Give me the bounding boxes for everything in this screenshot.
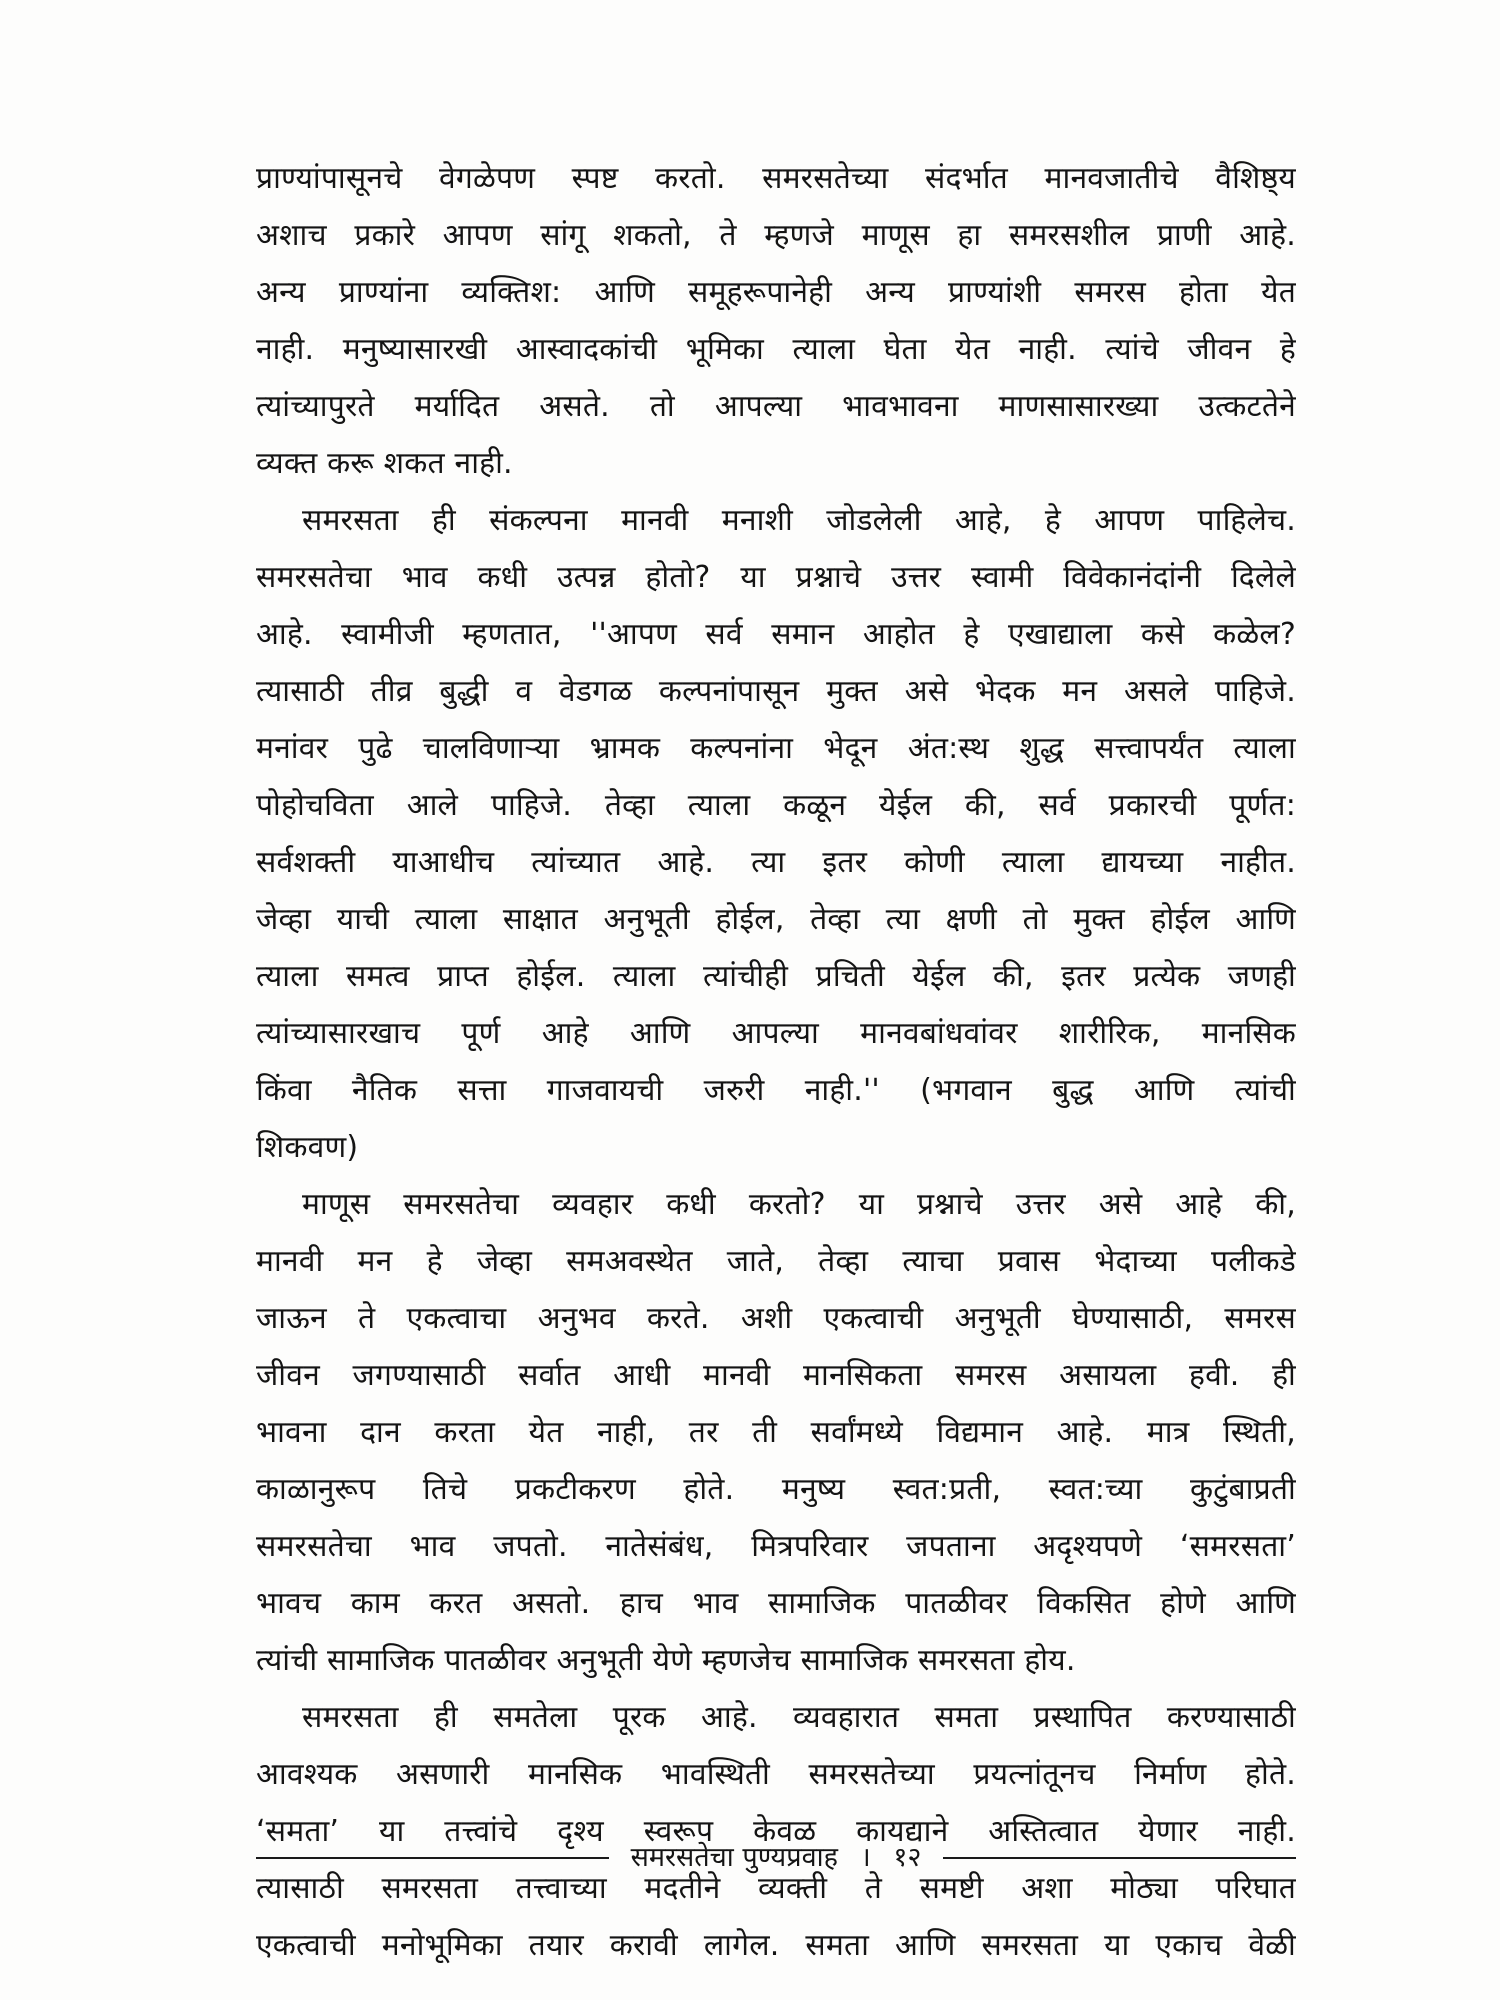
footer-separator: ।: [860, 1842, 871, 1873]
text-line: त्यांच्यापुरते मर्यादित असते. तो आपल्या भावभावना माणसासारख्या उत्कटतेने: [256, 389, 1296, 424]
text-line: भावच काम करत असतो. हाच भाव सामाजिक पातळीवर विकसित होणे आणि: [256, 1586, 1296, 1621]
text-line: माणूस समरसतेचा व्यवहार कधी करतो? या प्रश्नाचे उत्तर असे आहे की,: [302, 1187, 1296, 1222]
text-line: अशाच प्रकारे आपण सांगू शकतो, ते म्हणजे माणूस हा समरसशील प्राणी आहे.: [256, 218, 1296, 253]
footer-book-title: समरसतेचा पुण्यप्रवाह: [630, 1842, 838, 1873]
text-line: जाऊन ते एकत्वाचा अनुभव करते. अशी एकत्वाची अनुभूती घेण्यासाठी, समरस: [256, 1301, 1296, 1336]
page-footer: [256, 1836, 1296, 1880]
text-line: समरसतेचा भाव जपतो. नातेसंबंध, मित्रपरिवार जपताना अदृश्यपणे ‘समरसता’: [256, 1529, 1296, 1564]
text-line: सर्वशक्ती याआधीच त्यांच्यात आहे. त्या इतर कोणी त्याला द्यायच्या नाहीत.: [256, 845, 1296, 880]
text-line: शिकवण): [256, 1130, 359, 1165]
text-line: समरसतेचा भाव कधी उत्पन्न होतो? या प्रश्नाचे उत्तर स्वामी विवेकानंदांनी दिलेले: [256, 560, 1296, 595]
text-line: आहे. स्वामीजी म्हणतात, ''आपण सर्व समान आहोत हे एखाद्याला कसे कळेल?: [256, 617, 1296, 652]
footer-rule-left: [256, 1857, 609, 1859]
text-line: प्राण्यांपासूनचे वेगळेपण स्पष्ट करतो. समरसतेच्या संदर्भात मानवजातीचे वैशिष्ठ्य: [256, 161, 1296, 196]
text-line: आवश्यक असणारी मानसिक भावस्थिती समरसतेच्या प्रयत्नांतूनच निर्माण होते.: [256, 1757, 1296, 1792]
text-line: व्यक्त करू शकत नाही.: [256, 446, 513, 481]
text-line: त्यासाठी समरसता तत्त्वाच्या मदतीने व्यक्ती ते समष्टी अशा मोठ्या परिघात: [256, 1871, 1296, 1906]
text-line: त्याला समत्व प्राप्त होईल. त्याला त्यांचीही प्रचिती येईल की, इतर प्रत्येक जणही: [256, 959, 1296, 994]
text-line: नाही. मनुष्यासारखी आस्वादकांची भूमिका त्याला घेता येत नाही. त्यांचे जीवन हे: [256, 332, 1296, 367]
text-line: त्यासाठी तीव्र बुद्धी व वेडगळ कल्पनांपासून मुक्त असे भेदक मन असले पाहिजे.: [256, 674, 1296, 709]
text-line: त्यांच्यासारखाच पूर्ण आहे आणि आपल्या मानवबांधवांवर शारीरिक, मानसिक: [256, 1016, 1296, 1051]
body-text: [256, 150, 1296, 1974]
footer-page-number: १२: [893, 1842, 922, 1873]
text-line: मनांवर पुढे चालविणाऱ्या भ्रामक कल्पनांना भेदून अंत:स्थ शुद्ध सत्त्वापर्यंत त्याला: [256, 731, 1296, 766]
footer-rule-right: [943, 1857, 1296, 1859]
footer-text: [609, 1836, 944, 1880]
text-line: ‘समता’ या तत्त्वांचे दृश्य स्वरूप केवळ कायद्याने अस्तित्वात येणार नाही.: [256, 1814, 1296, 1849]
text-line: मानवी मन हे जेव्हा समअवस्थेत जाते, तेव्हा त्याचा प्रवास भेदाच्या पलीकडे: [256, 1244, 1296, 1279]
text-line: काळानुरूप तिचे प्रकटीकरण होते. मनुष्य स्वत:प्रती, स्वत:च्या कुटुंबाप्रती: [256, 1472, 1296, 1507]
text-line: किंवा नैतिक सत्ता गाजवायची जरुरी नाही.'' (भगवान बुद्ध आणि त्यांची: [256, 1073, 1296, 1108]
text-line: पोहोचविता आले पाहिजे. तेव्हा त्याला कळून येईल की, सर्व प्रकारची पूर्णत:: [256, 788, 1296, 823]
text-line: एकत्वाची मनोभूमिका तयार करावी लागेल. समता आणि समरसता या एकाच वेळी: [256, 1928, 1296, 1963]
text-line: अन्य प्राण्यांना व्यक्तिश: आणि समूहरूपानेही अन्य प्राण्यांशी समरस होता येत: [256, 275, 1296, 310]
text-line: जेव्हा याची त्याला साक्षात अनुभूती होईल, तेव्हा त्या क्षणी तो मुक्त होईल आणि: [256, 902, 1296, 937]
text-line: जीवन जगण्यासाठी सर्वात आधी मानवी मानसिकता समरस असायला हवी. ही: [256, 1358, 1296, 1393]
text-line: समरसता ही समतेला पूरक आहे. व्यवहारात समता प्रस्थापित करण्यासाठी: [302, 1700, 1296, 1735]
text-line: त्यांची सामाजिक पातळीवर अनुभूती येणे म्हणजेच सामाजिक समरसता होय.: [256, 1643, 1076, 1678]
text-line: समरसता ही संकल्पना मानवी मनाशी जोडलेली आहे, हे आपण पाहिलेच.: [302, 503, 1296, 538]
text-line: भावना दान करता येत नाही, तर ती सर्वांमध्ये विद्यमान आहे. मात्र स्थिती,: [256, 1415, 1296, 1450]
